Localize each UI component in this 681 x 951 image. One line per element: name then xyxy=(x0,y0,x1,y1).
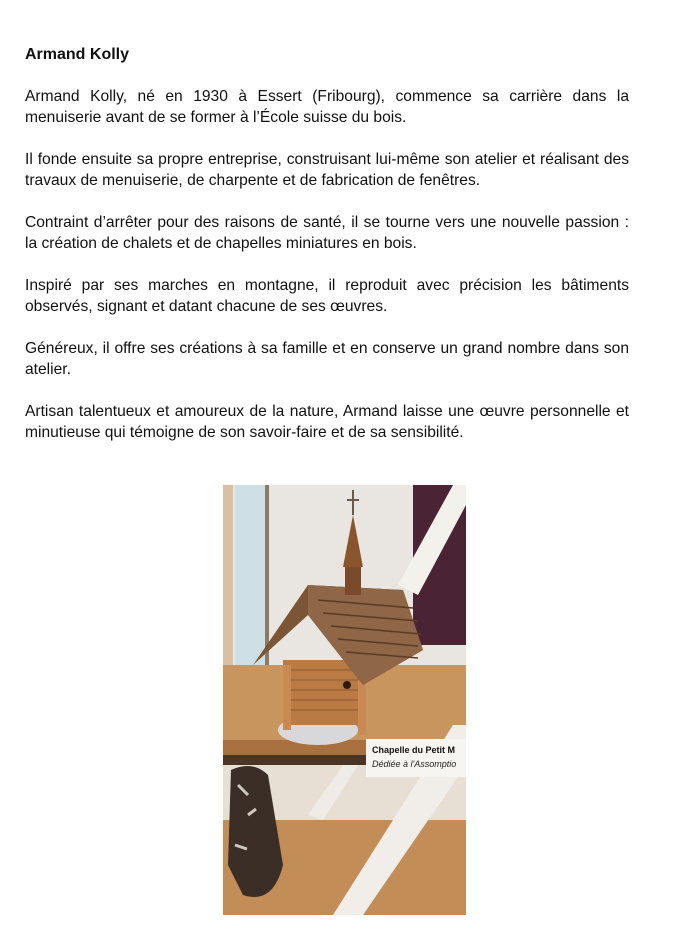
paragraph: Armand Kolly, né en 1930 à Essert (Fribourg), commence sa carrière dans la menuiserie avant de se former à l’École suisse du bois. xyxy=(25,88,629,126)
document-body xyxy=(25,86,629,464)
paragraph: Il fonde ensuite sa propre entreprise, construisant lui-même son atelier et réalisant des travaux de menuiserie, de charpente et de fabrication de fenêtres. xyxy=(25,151,629,189)
document-title: Armand Kolly xyxy=(25,46,130,63)
photo-illustration xyxy=(223,485,466,915)
paragraph: Inspiré par ses marches en montagne, il reproduit avec précision les bâtiments observés, signant et datant chacune de ses œuvres. xyxy=(25,277,629,315)
paragraph: Généreux, il offre ses créations à sa famille et en conserve un grand nombre dans son atelier. xyxy=(25,340,629,378)
paragraph: Artisan talentueux et amoureux de la nature, Armand laisse une œuvre personnelle et minutieuse qui témoigne de son savoir-faire et de sa sensibilité. xyxy=(25,403,629,441)
paragraph: Contraint d’arrêter pour des raisons de santé, il se tourne vers une nouvelle passion : la création de chalets et de chapelles miniatures en bois. xyxy=(25,214,629,252)
chapel-miniature-photo xyxy=(223,485,466,915)
exhibit-label xyxy=(366,739,466,777)
exhibit-label-title: Chapelle du Petit M xyxy=(372,745,456,755)
exhibit-label-subtitle: Dédiée à l'Assomptio xyxy=(372,759,457,769)
